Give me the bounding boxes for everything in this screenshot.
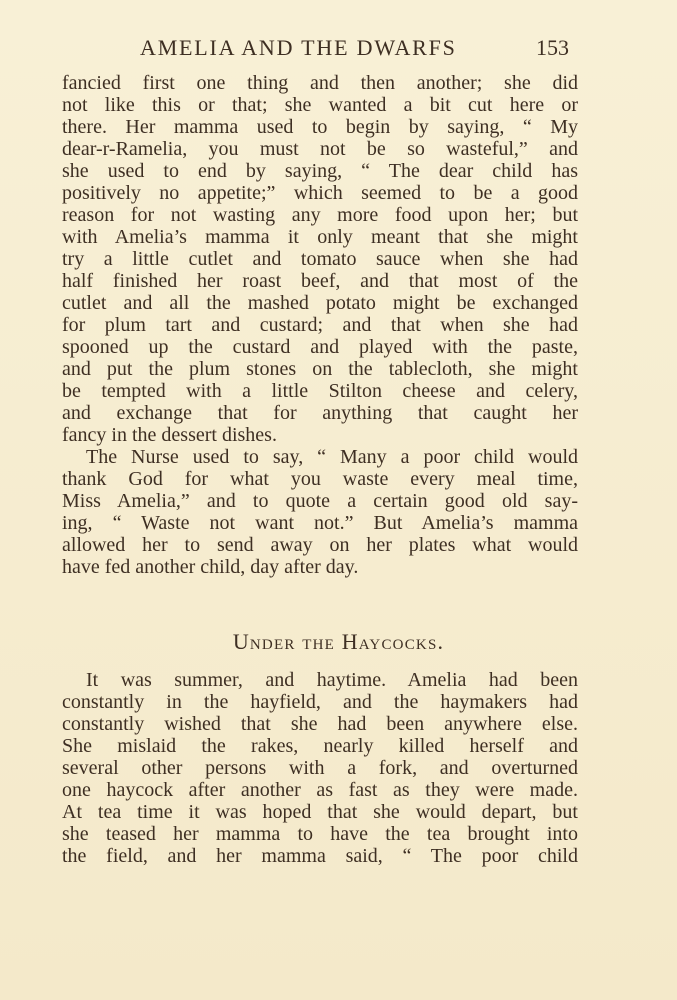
text-line: the field, and her mamma said, “ The poor child	[62, 845, 578, 867]
text-line: try a little cutlet and tomato sauce when she had	[62, 248, 578, 270]
text-line: dear-r-Ramelia, you must not be so wasteful,” and	[62, 138, 578, 160]
text-line: The Nurse used to say, “ Many a poor child would	[86, 446, 578, 468]
text-line: allowed her to send away on her plates what would	[62, 534, 578, 556]
text-line: be tempted with a little Stilton cheese and celery,	[62, 380, 578, 402]
text-line: cutlet and all the mashed potato might be exchanged	[62, 292, 578, 314]
text-line: and put the plum stones on the tablecloth, she might	[62, 358, 578, 380]
paragraph-block-2	[62, 669, 578, 867]
text-line: for plum tart and custard; and that when she had	[62, 314, 578, 336]
paragraph-block-1	[62, 72, 578, 578]
text-line: several other persons with a fork, and overturned	[62, 757, 578, 779]
text-line: with Amelia’s mamma it only meant that she might	[62, 226, 578, 248]
text-line: thank God for what you waste every meal time,	[62, 468, 578, 490]
text-line: she teased her mamma to have the tea brought into	[62, 823, 578, 845]
text-line: positively no appetite;” which seemed to be a good	[62, 182, 578, 204]
text-line: there. Her mamma used to begin by saying, “ My	[62, 116, 578, 138]
text-line: Miss Amelia,” and to quote a certain good old say-	[62, 490, 578, 512]
text-line: ing, “ Waste not want not.” But Amelia’s mamma	[62, 512, 578, 534]
running-header	[0, 34, 677, 62]
text-line: She mislaid the rakes, nearly killed herself and	[62, 735, 578, 757]
text-line: At tea time it was hoped that she would depart, but	[62, 801, 578, 823]
text-line: fancy in the dessert dishes.	[62, 424, 277, 446]
text-line: she used to end by saying, “ The dear child has	[62, 160, 578, 182]
text-line: one haycock after another as fast as they were made.	[62, 779, 578, 801]
running-title: AMELIA AND THE DWARFS	[140, 35, 457, 60]
text-line: and exchange that for anything that caught her	[62, 402, 578, 424]
text-line: have fed another child, day after day.	[62, 556, 359, 578]
section-heading	[0, 629, 677, 655]
text-line: It was summer, and haytime. Amelia had been	[86, 669, 578, 691]
text-line: spooned up the custard and played with the paste,	[62, 336, 578, 358]
text-line: constantly wished that she had been anywhere else.	[62, 713, 578, 735]
text-line: half finished her roast beef, and that most of the	[62, 270, 578, 292]
text-line: constantly in the hayfield, and the haymakers had	[62, 691, 578, 713]
text-line: fancied first one thing and then another; she did	[62, 72, 578, 94]
text-line: reason for not wasting any more food upon her; but	[62, 204, 578, 226]
section-heading-text: Under the Haycocks.	[232, 629, 445, 654]
text-line: not like this or that; she wanted a bit cut here or	[62, 94, 578, 116]
page-number: 153	[536, 35, 569, 60]
